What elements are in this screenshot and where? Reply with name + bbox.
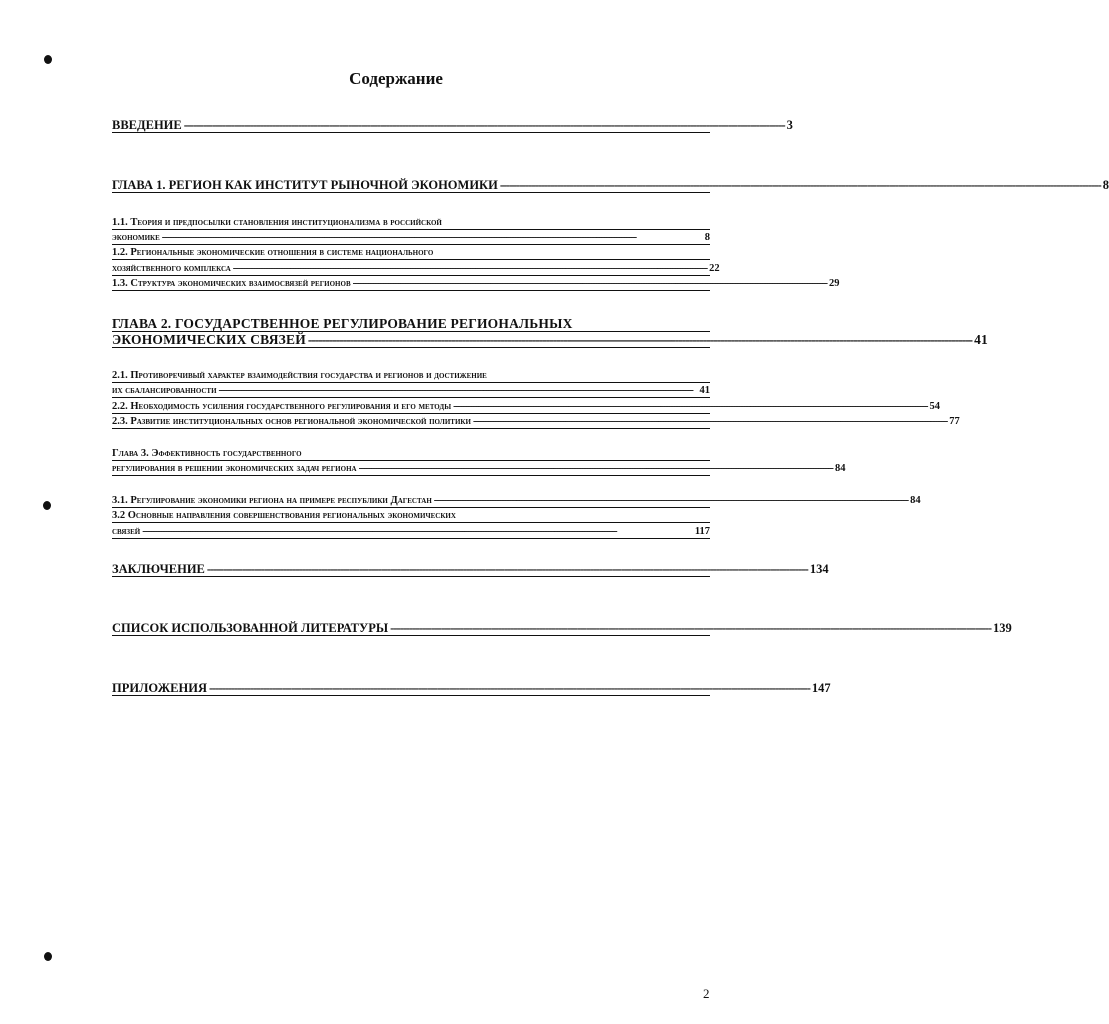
toc-entry-page: 41: [974, 332, 988, 347]
toc-entry-page: 134: [809, 562, 829, 576]
toc-entry-2-2: [112, 401, 940, 414]
toc-entry-text: регулирования в решении экономических задач региона: [112, 463, 357, 474]
toc-entry-text: хозяйственного комплекса: [112, 263, 231, 274]
toc-entry-1-2-line-2: [112, 263, 720, 276]
toc-leader: [500, 179, 1101, 192]
toc-entry-chapter-1: [112, 178, 1109, 193]
toc-entry-page: 139: [993, 621, 1012, 635]
toc-entry-2-1-line-2: [112, 386, 710, 398]
toc-entry-text: 2.3. Развитие институциональных основ региональной экономической политики: [112, 416, 471, 427]
toc-entry-1-2-line-1: [112, 248, 710, 260]
toc-leader: [162, 233, 703, 244]
toc-entry-2-3: [112, 416, 960, 429]
toc-entry-3-2-line-1: [112, 511, 710, 523]
toc-leader: [359, 464, 833, 475]
toc-entry-1-3: [112, 278, 840, 291]
toc-entry-1-1-line-2: [112, 233, 710, 245]
toc-leader: [142, 527, 693, 538]
toc-entry-1-1-line-1: [112, 218, 710, 230]
toc-entry-text: ПРИЛОЖЕНИЯ: [112, 681, 207, 695]
toc-entry-page: 84: [910, 495, 921, 506]
toc-leader: [184, 119, 785, 132]
toc-entry-text: ЭКОНОМИЧЕСКИХ СВЯЗЕЙ: [112, 332, 306, 347]
toc-leader: [233, 264, 707, 275]
punch-hole-mark: [44, 55, 52, 64]
toc-leader: [308, 333, 972, 347]
toc-leader: [353, 279, 827, 290]
toc-entry-text: 2.1. Противоречивый характер взаимодействия государства и регионов и достижение: [112, 370, 487, 381]
toc-entry-appendix: [112, 681, 831, 696]
toc-leader: [453, 402, 927, 413]
toc-entry-page: 29: [828, 278, 840, 289]
toc-entry-intro: [112, 118, 793, 133]
toc-entry-page: 41: [699, 385, 710, 396]
toc-entry-text: 1.1. Теория и предпосылки становления институционализма в российской: [112, 217, 442, 228]
toc-leader: [219, 386, 698, 397]
toc-entry-text: Глава 3. Эффективность государственного: [112, 448, 302, 459]
toc-entry-page: 8: [704, 232, 710, 243]
toc-entry-text: 2.2. Необходимость усиления государственного регулирования и его методы: [112, 401, 452, 412]
toc-entry-page: 84: [834, 463, 846, 474]
punch-hole-mark: [44, 952, 52, 961]
toc-entry-text: ГЛАВА 1. РЕГИОН КАК ИНСТИТУТ РЫНОЧНОЙ ЭКОНОМИКИ: [112, 178, 498, 192]
toc-entry-text: 1.2. Региональные экономические отношения в системе национального: [112, 247, 434, 258]
punch-hole-mark: [43, 501, 51, 510]
toc-entry-page: 3: [786, 118, 793, 132]
toc-entry-text: 3.1. Регулирование экономики региона на примере республики Дагестан: [112, 495, 432, 506]
toc-entry-conclusion: [112, 562, 829, 577]
toc-entry-text: ВВЕДЕНИЕ: [112, 118, 182, 132]
toc-leader: [209, 682, 810, 695]
toc-leader: [390, 622, 991, 635]
toc-entry-page: 147: [811, 681, 831, 695]
toc-entry-text: экономике: [112, 232, 160, 243]
toc-entry-2-1-line-1: [112, 371, 710, 383]
toc-entry-text: их сбалансированности: [112, 385, 217, 396]
toc-entry-page: 117: [694, 526, 710, 537]
toc-entry-text: связей: [112, 526, 141, 537]
toc-entry-chapter-3-line-2: [112, 463, 846, 476]
toc-entry-page: 22: [709, 263, 720, 274]
toc-entry-text: ГЛАВА 2. ГОСУДАРСТВЕННОЕ РЕГУЛИРОВАНИЕ РЕГИОНАЛЬНЫХ: [112, 316, 573, 331]
toc-entry-3-2-line-2: [112, 527, 710, 539]
toc-leader: [207, 563, 808, 576]
page-title: Содержание: [349, 69, 443, 88]
toc-entry-chapter-3-line-1: [112, 449, 710, 461]
toc-leader: [434, 496, 908, 507]
toc-entry-text: СПИСОК ИСПОЛЬЗОВАННОЙ ЛИТЕРАТУРЫ: [112, 621, 389, 635]
toc-entry-3-1: [112, 495, 921, 508]
toc-entry-page: 8: [1102, 178, 1109, 192]
toc-entry-chapter-2-line-2: [112, 332, 988, 348]
toc-entry-page: 54: [929, 401, 940, 412]
toc-entry-references: [112, 621, 1012, 636]
toc-leader: [473, 417, 947, 428]
toc-entry-chapter-2-line-1: [112, 317, 710, 332]
toc-entry-text: 1.3. Структура экономических взаимосвязей регионов: [112, 278, 351, 289]
page-number: 2: [703, 986, 710, 1001]
toc-entry-page: 77: [949, 416, 960, 427]
toc-entry-text: ЗАКЛЮЧЕНИЕ: [112, 562, 205, 576]
toc-entry-text: 3.2 Основные направления совершенствования региональных экономических: [112, 510, 456, 521]
